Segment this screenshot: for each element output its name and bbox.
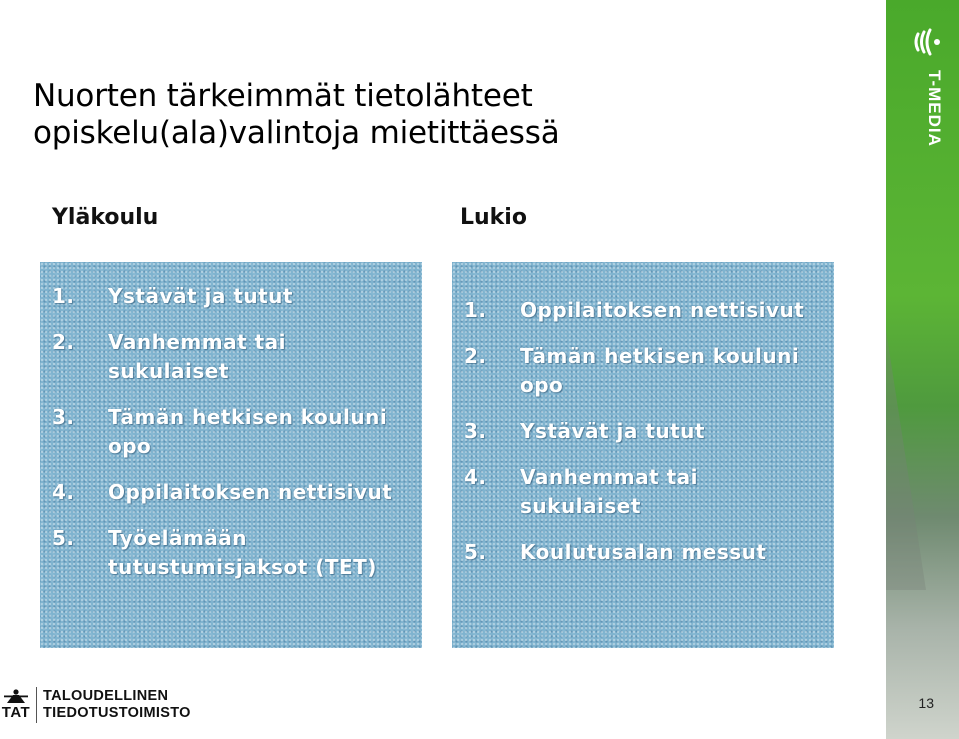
- tat-name-line-1: TALOUDELLINEN: [43, 688, 169, 704]
- sailboat-photo-decoration: [886, 330, 926, 590]
- tat-name-line-2: TIEDOTUSTOIMISTO: [43, 705, 191, 721]
- list-item-number: 1.: [52, 284, 75, 308]
- list-item-number: 3.: [52, 405, 75, 429]
- ylakoulu-ranking-box: [40, 262, 422, 648]
- list-item-number: 2.: [464, 344, 487, 368]
- slide-title-line-1: Nuorten tärkeimmät tietolähteet: [33, 78, 533, 114]
- list-item-number: 4.: [52, 480, 75, 504]
- list-item-text: Koulutusalan messut: [520, 540, 767, 564]
- list-item-number: 2.: [52, 330, 75, 354]
- list-item: [464, 463, 824, 521]
- tat-mark: [2, 689, 30, 721]
- list-item-text: Ystävät ja tutut: [108, 284, 293, 308]
- list-item: [52, 478, 412, 507]
- list-item-text: Työelämään tutustumisjaksot (TET): [108, 526, 377, 579]
- list-item: [464, 538, 824, 567]
- list-item: [52, 524, 412, 582]
- slide-title: [33, 78, 560, 152]
- page-number: 13: [918, 695, 934, 711]
- list-item-number: 4.: [464, 465, 487, 489]
- ylakoulu-ranking-list: [52, 282, 412, 582]
- brand-sidebar: [886, 0, 959, 739]
- list-item-text: Tämän hetkisen kouluni opo: [520, 344, 800, 397]
- list-item: [464, 417, 824, 446]
- list-item: [464, 296, 824, 325]
- list-item-text: Oppilaitoksen nettisivut: [108, 480, 393, 504]
- list-item-text: Vanhemmat tai sukulaiset: [520, 465, 699, 518]
- slide-title-line-2: opiskelu(ala)valintoja mietittäessä: [33, 115, 560, 151]
- t-media-logo: [912, 26, 952, 156]
- tat-footer-logo: [2, 687, 191, 723]
- list-item-text: Oppilaitoksen nettisivut: [520, 298, 805, 322]
- t-media-logo-text: T-MEDIA: [925, 70, 944, 147]
- tat-abbreviation: TAT: [1, 704, 31, 721]
- tat-people-icon: [4, 689, 28, 703]
- list-item: [52, 328, 412, 386]
- column-heading-lukio: Lukio: [460, 205, 527, 230]
- tat-company-name: [43, 688, 191, 722]
- list-item-number: 1.: [464, 298, 487, 322]
- list-item-number: 3.: [464, 419, 487, 443]
- list-item-text: Tämän hetkisen kouluni opo: [108, 405, 388, 458]
- list-item-text: Ystävät ja tutut: [520, 419, 705, 443]
- list-item-number: 5.: [52, 526, 75, 550]
- lukio-ranking-box: [452, 262, 834, 648]
- list-item: [52, 403, 412, 461]
- footer-divider: [36, 687, 37, 723]
- list-item-number: 5.: [464, 540, 487, 564]
- lukio-ranking-list: [464, 296, 824, 567]
- column-heading-ylakoulu: Yläkoulu: [52, 205, 159, 230]
- t-media-signal-icon: [912, 26, 952, 62]
- list-item-text: Vanhemmat tai sukulaiset: [108, 330, 287, 383]
- list-item: [464, 342, 824, 400]
- list-item: [52, 282, 412, 311]
